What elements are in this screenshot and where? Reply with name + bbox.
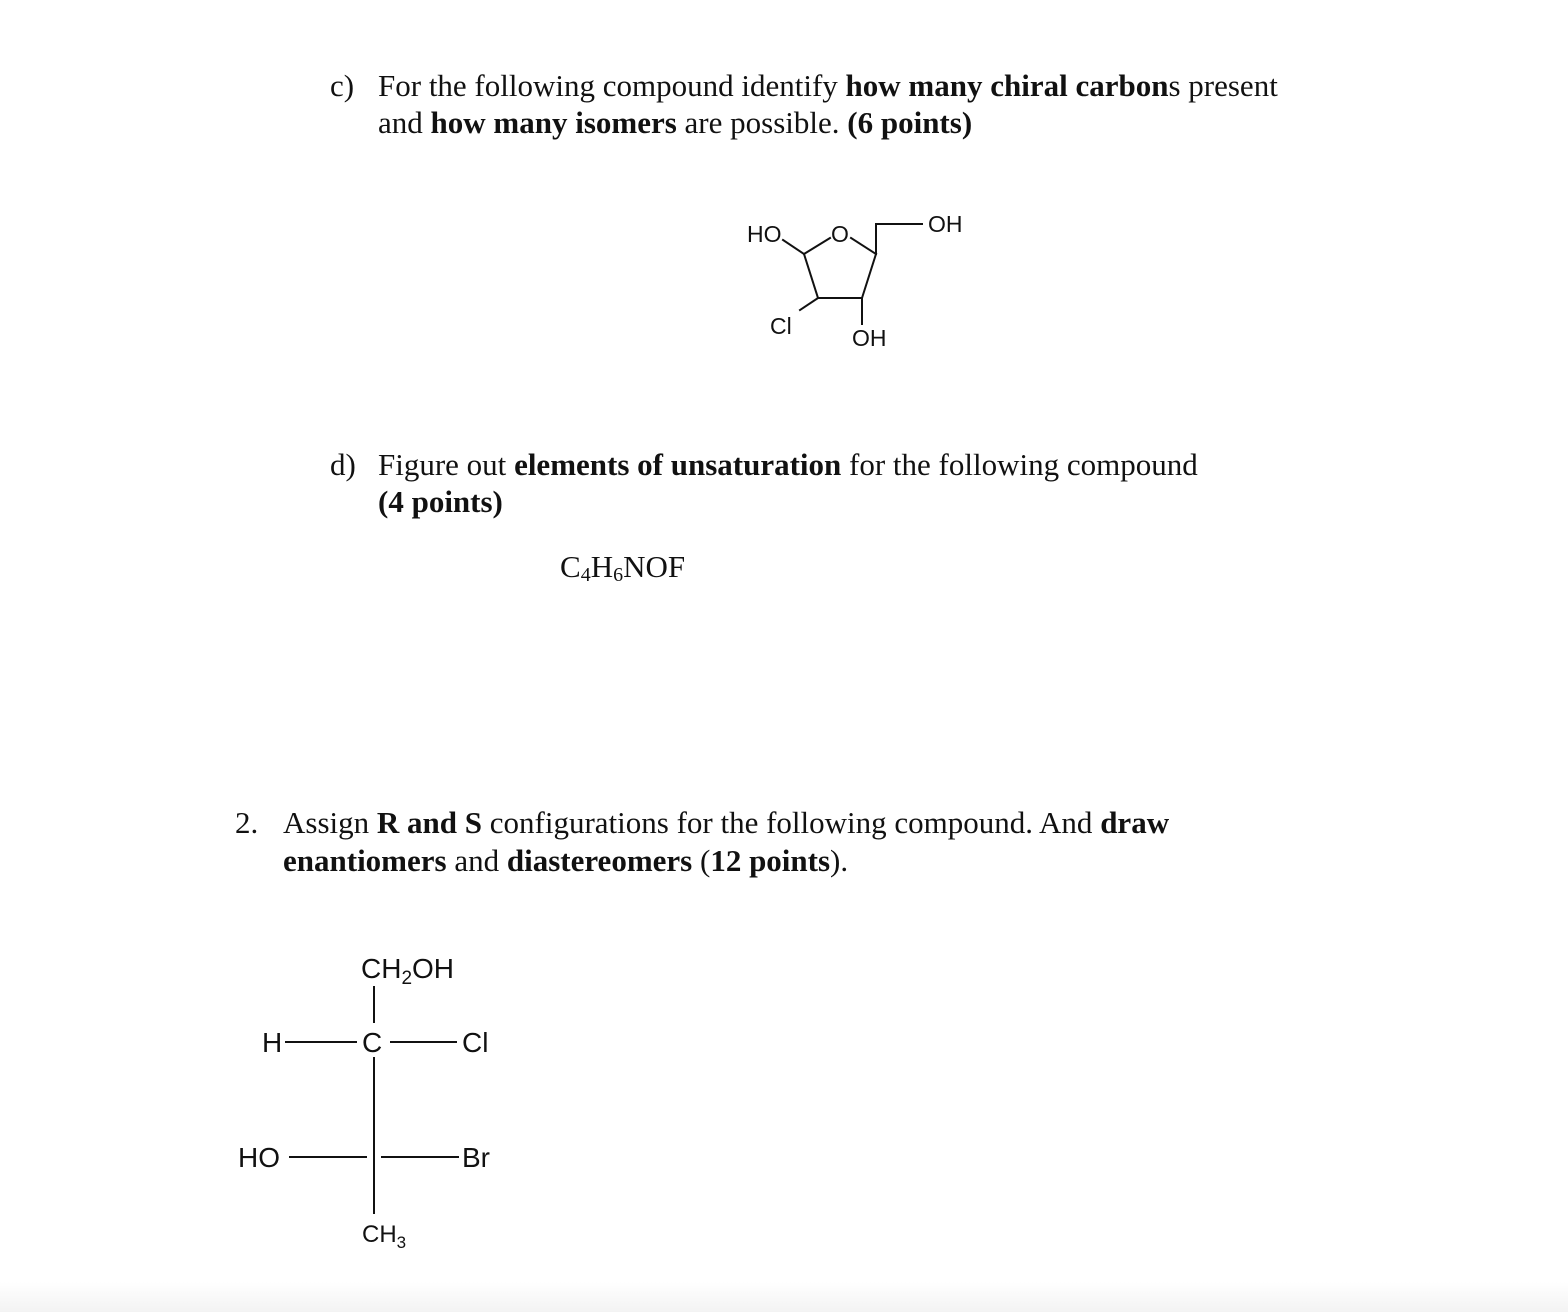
group-ch2oh: $CH_2OH$ (361, 953, 455, 989)
atom-ho: HO (747, 221, 782, 247)
question-c-line-2: and how many isomers are possible. (6 points) (378, 105, 973, 140)
atom-oh-top: OH (928, 211, 963, 237)
atom-o: O (831, 221, 849, 247)
group-ho: HO (238, 1142, 280, 1173)
bond-o-c (851, 238, 876, 254)
atom-h: H (262, 1027, 283, 1058)
question-d-line-1: Figure out elements of unsaturation for the following compound (378, 447, 1198, 482)
atom-cl-fischer: Cl (462, 1027, 489, 1058)
bond-ho-c (783, 240, 804, 254)
bond-ring-right (862, 254, 876, 298)
question-c-line-1: For the following compound identify how many chiral carbons present (378, 68, 1278, 103)
question-c-label: c) (330, 68, 355, 103)
fischer-projection (238, 953, 490, 1252)
question-d-line-2: (4 points) (378, 484, 503, 519)
atom-cl: Cl (770, 313, 792, 339)
atom-c: C (362, 1027, 383, 1058)
bond-to-cl (800, 298, 818, 310)
bond-c-o (804, 238, 830, 254)
atom-oh-bottom: OH (852, 325, 887, 351)
question-2-line-2: enantiomers and diastereomers (12 points). (283, 843, 849, 878)
atom-br: Br (462, 1142, 490, 1173)
bond-ring-left (804, 254, 818, 298)
molecular-formula: $C_4H_6NOF$ (560, 549, 686, 586)
question-d-label: d) (330, 447, 356, 482)
group-ch3: $CH_3$ (362, 1221, 407, 1252)
ring-molecule (747, 211, 963, 351)
question-2-label: 2. (235, 805, 259, 840)
question-2-line-1: Assign R and S configurations for the following compound. And draw (283, 805, 1170, 840)
